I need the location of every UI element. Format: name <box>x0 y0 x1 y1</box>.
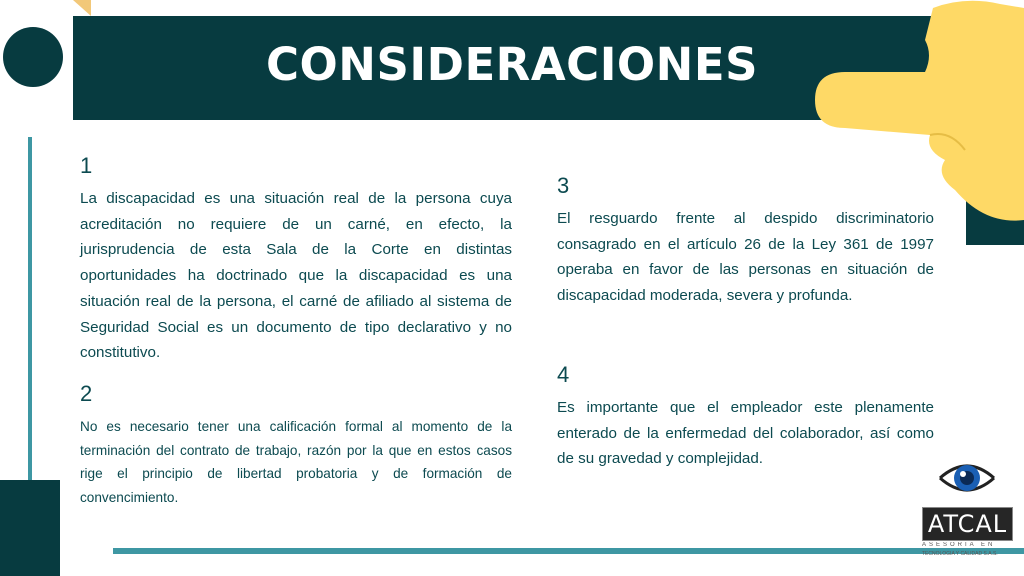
eye-icon <box>932 452 1002 504</box>
section-3-text: El resguardo frente al despido discriminatorio consagrado en el artículo 26 de la Ley 361 de 1997 operaba en favor de las personas en situación de discapacidad moderada, severa y profunda. <box>557 210 934 305</box>
section-3-number: 3 <box>557 173 570 198</box>
section-2-text: No es necesario tener una calificación formal al momento de la terminación del contrato de trabajo, razón por la que en estos casos rige el principio de libertad probatoria y de formación de convencimiento. <box>80 419 512 505</box>
corner-triangle-decoration <box>73 0 91 16</box>
logo-wordmark: ATCAL <box>922 507 1013 541</box>
section-4-number: 4 <box>557 362 570 387</box>
bottom-left-block <box>0 480 60 576</box>
hand-finger-shape <box>815 1 1024 221</box>
section-1-number: 1 <box>80 153 93 178</box>
page-title: CONSIDERACIONES <box>266 38 758 91</box>
logo-subtitle-line1: ASESORÍA EN <box>922 542 996 548</box>
logo-subtitle-line2: TECNOLOGÍA Y CALIDAD S.A.S. <box>922 551 998 557</box>
company-logo <box>922 452 1014 562</box>
bottom-horizontal-line <box>113 548 1024 554</box>
left-vertical-line <box>28 137 32 487</box>
section-1-text: La discapacidad es una situación real de la persona cuya acreditación no requiere de un carné, en efecto, la jurisprudencia de esta Sala de la Corte en distintas oportunidades ha doctrinado que la discapacidad es una situación real de la persona, el carné de afiliado al sistema de Seguridad Social es un documento de tipo declarativo y no constitutivo. <box>80 190 512 362</box>
pointing-hand-illustration <box>815 0 1024 230</box>
section-4-text: Es importante que el empleador este plenamente enterado de la enfermedad del colaborador, así como de su gravedad y complejidad. <box>557 399 934 468</box>
section-2-number: 2 <box>80 381 93 406</box>
